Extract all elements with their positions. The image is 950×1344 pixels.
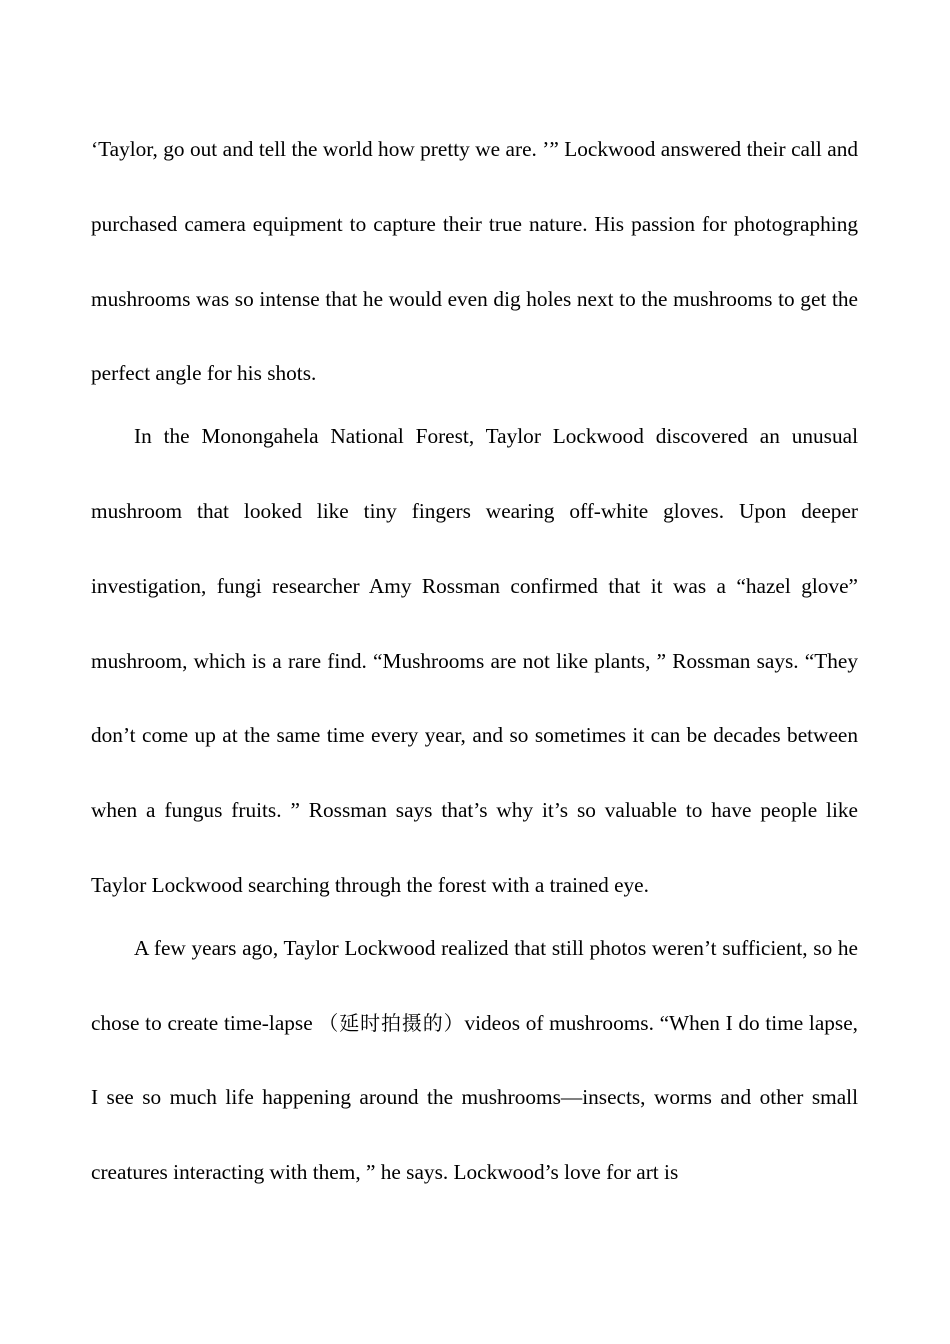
paragraph-3-text-after: videos of mushrooms. “When I do time lapse, I see so much life happening around the mushrooms—insects, worms and other small creatures interacting with them, ” he says. Lockwood’s love for art is xyxy=(91,1010,858,1185)
paragraph-3-text-before: A few years ago, Taylor Lockwood realized that still photos weren’t sufficient, so he chose to create time-lapse xyxy=(91,935,858,1035)
document-page xyxy=(91,112,858,1210)
paragraph-1: ‘Taylor, go out and tell the world how pretty we are. ’” Lockwood answered their call and purchased camera equipment to capture their true nature. His passion for photographing mushrooms was so intense that he would even dig holes next to the mushrooms to get the perfect angle for his shots. xyxy=(91,137,858,386)
paragraph-2: In the Monongahela National Forest, Taylor Lockwood discovered an unusual mushroom that looked like tiny fingers wearing off-white gloves. Upon deeper investigation, fungi researcher Amy Rossman confirmed that it was a “hazel glove” mushroom, which is a rare find. “Mushrooms are not like plants, ” Rossman says. “They don’t come up at the same time every year, and so sometimes it can be decades between when a fungus fruits. ” Rossman says that’s why it’s so valuable to have people like Taylor Lockwood searching through the forest with a trained eye. xyxy=(91,424,858,897)
paragraph-3 xyxy=(91,911,858,1210)
chinese-annotation: （延时拍摄的） xyxy=(318,1010,465,1035)
